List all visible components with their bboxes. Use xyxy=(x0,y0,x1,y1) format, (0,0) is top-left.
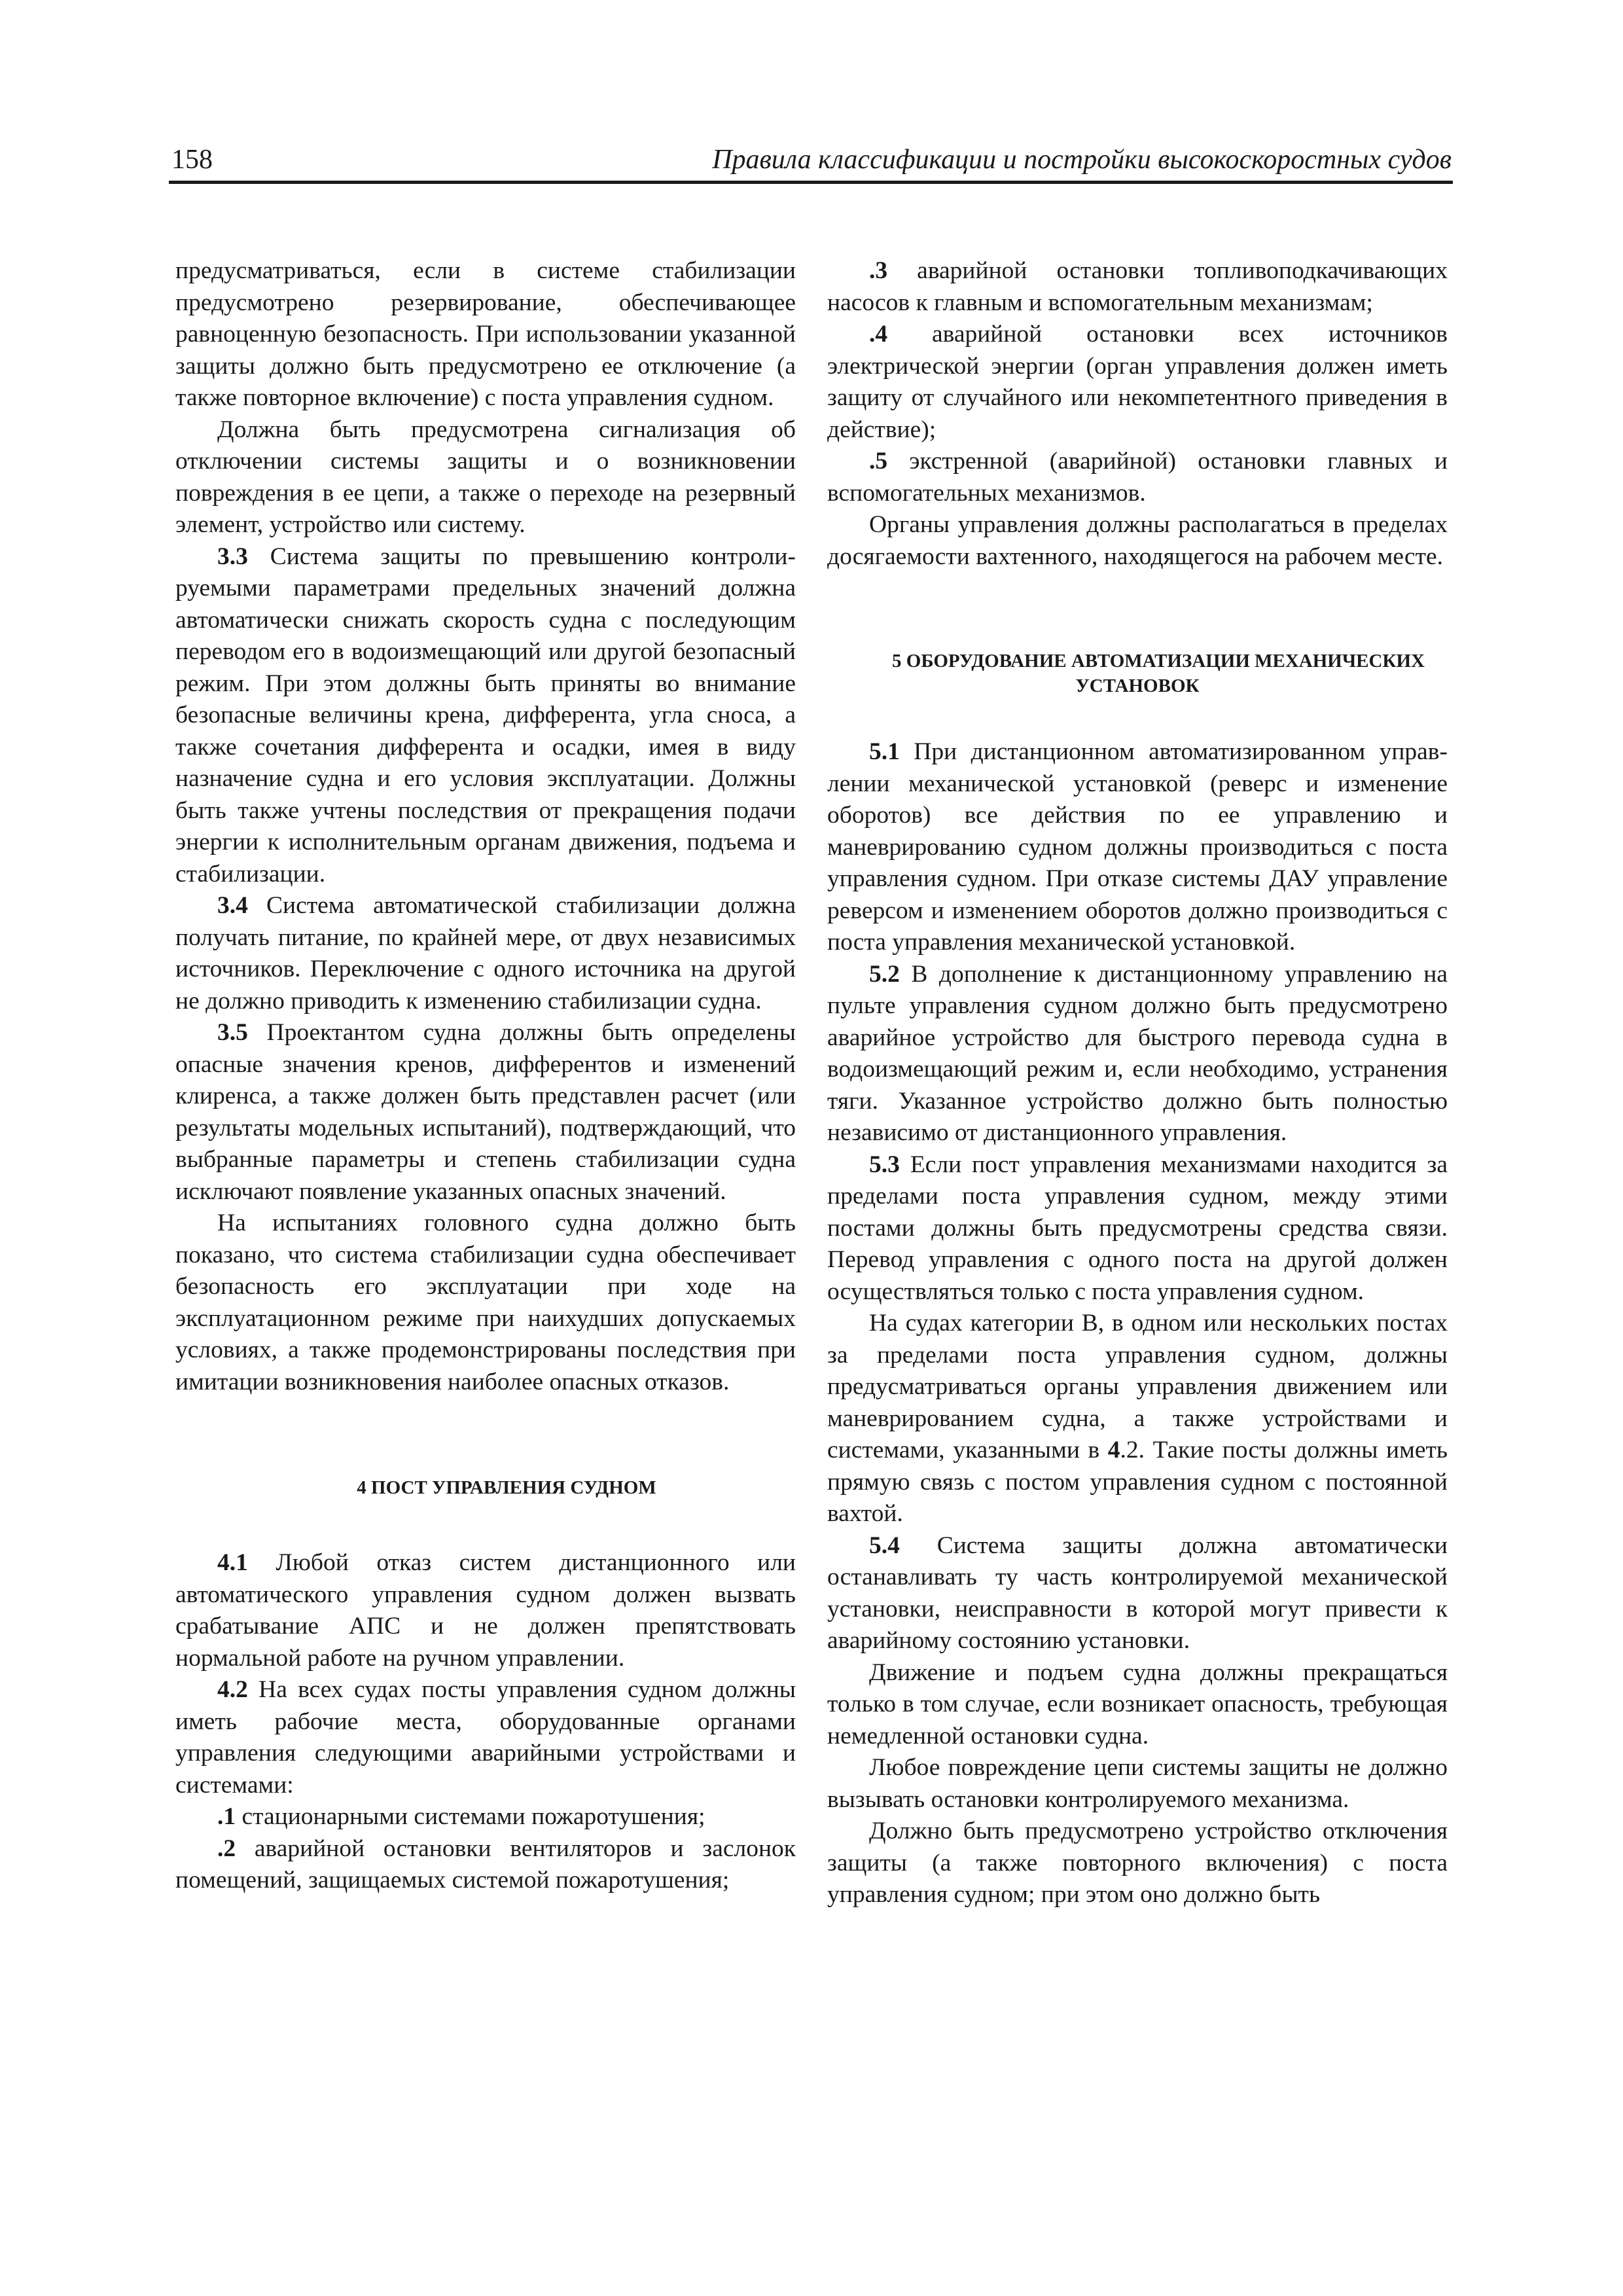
clause-text: Система автоматической стабилизации должна получать питание, по крайней мере, от двух независимых источников. Переключение с одного источника на другой не должно приводить к изменению стабилизации судна. xyxy=(175,892,796,1014)
paragraph-5-3 xyxy=(827,1149,1448,1308)
clause-text: Проектантом судна должны быть определены опасные значения кренов, дифферентов и изменений клиренса, а также должен быть представлен расчет (или результаты модельных испытаний), подтверждающий, что выбранные параметры и степень стабилизации судна исключают появление указанных опасных значений. xyxy=(175,1019,796,1205)
paragraph: Движение и подъем судна должны прекращаться только в том случае, если возникает опасность, требующая немедленной остановки судна. xyxy=(827,1659,1448,1749)
spacer xyxy=(175,1500,796,1547)
list-item-4 xyxy=(827,319,1448,446)
clause-number: 4.1 xyxy=(217,1549,248,1576)
item-number: .1 xyxy=(217,1803,236,1830)
paragraph-5-4 xyxy=(827,1530,1448,1657)
item-number: .5 xyxy=(869,448,888,475)
item-number: .4 xyxy=(869,321,888,348)
spacer xyxy=(827,573,1448,649)
clause-number: 3.4 xyxy=(217,892,248,919)
list-item-3 xyxy=(827,255,1448,319)
text-run: На судах категории В, в одном или нескольких постах за пределами поста управления судном, должны предусматриваться органы управления движением или маневрированием судна, а также устройствами и системами, указанными в xyxy=(827,1310,1448,1463)
paragraph: предусматриваться, если в системе стабилизации предусмотрено резервирование, обеспечивающее равноценную безопасность. При использовании указанной защиты должно быть предусмотрено ее отключение (а также повторное включение) с поста управления судном. xyxy=(175,257,796,411)
paragraph-3-4 xyxy=(175,890,796,1017)
clause-number: 5.3 xyxy=(869,1151,900,1178)
section-5-heading xyxy=(827,649,1448,698)
clause-text: Любой отказ систем дистанционного или автоматического управления судном должен вызвать срабатывание АПС и не должен препятствовать нормальной работе на ручном управлении. xyxy=(175,1549,796,1672)
list-item-2 xyxy=(175,1833,796,1897)
clause-number: 3.5 xyxy=(217,1019,248,1046)
paragraph-3-3 xyxy=(175,541,796,891)
paragraph: Органы управления должны располагаться в пределах досягаемости вахтенного, находящегося на рабочем месте. xyxy=(827,511,1448,570)
item-text: аварийной остановки вентиляторов и заслонок помещений, защищаемых системой пожаротушения; xyxy=(175,1835,796,1893)
paragraph-4-2 xyxy=(175,1674,796,1801)
clause-number: 4.2 xyxy=(217,1676,248,1703)
cross-reference: 4 xyxy=(1107,1437,1120,1463)
paragraph-5-1 xyxy=(827,736,1448,959)
list-item-5 xyxy=(827,446,1448,509)
item-text: аварийной остановки топливоподкачивающих насосов к главным и вспомогательным механизмам; xyxy=(827,257,1448,316)
clause-number: 5.1 xyxy=(869,738,900,765)
paragraph-3-5 xyxy=(175,1017,796,1208)
clause-number: 3.3 xyxy=(217,543,248,570)
paragraph-4-1 xyxy=(175,1547,796,1674)
paragraph: На испытаниях головного судна должно быть показано, что система стабилизации судна обеспечивает безопасность его эксплуатации при ходе на эксплуатационном режиме при наихудших допускаемых условиях, а также продемонстрированы последствия при имитации возникновения наиболее опасных отказов. xyxy=(175,1210,796,1395)
page-header xyxy=(169,143,1453,184)
section-4-heading: 4 ПОСТ УПРАВЛЕНИЯ СУДНОМ xyxy=(357,1477,656,1498)
item-text: аварийной остановки всех источников электрической энергии (орган управления должен иметь защиту от случайного или некомпетентного приведения в действие); xyxy=(827,321,1448,443)
section-5-heading-line1: 5 ОБОРУДОВАНИЕ АВТОМАТИЗАЦИИ МЕХАНИЧЕСКИХ xyxy=(892,651,1425,672)
item-number: .3 xyxy=(869,257,888,284)
left-column xyxy=(175,255,796,1897)
clause-text: В дополнение к дистанционному управлению на пульте управления судном должно быть предусмотрено аварийное устройство для быстрого перевода судна в водоизмещающий режим и, если необходимо, устранения тяги. Указанное устройство должно быть полностью независимо от дистанционного управления. xyxy=(827,960,1448,1146)
right-column xyxy=(827,255,1448,1911)
item-text: экстренной (аварийной) остановки главных и вспомогательных механизмов. xyxy=(827,448,1448,507)
clause-number: 5.2 xyxy=(869,960,900,988)
clause-text: Система защиты должна автоматически останавливать ту часть контролируемой механической установки, неисправности в которой могут привести к аварийному состоянию установки. xyxy=(827,1532,1448,1654)
spacer xyxy=(827,698,1448,736)
item-number: .2 xyxy=(217,1835,236,1862)
paragraph: Должна быть предусмотрена сигнализация об отключении системы защиты и о возникновении повреждения в ее цепи, а также о переходе на резервный элемент, устройство или систему. xyxy=(175,416,796,538)
clause-text: Если пост управления механизмами находится за пределами поста управления судном, между этими постами должны быть предусмотрены средства связи. Перевод управления с одного поста на другой должен осуществляться только с поста управления судном. xyxy=(827,1151,1448,1305)
running-title: Правила классификации и постройки высокоскоростных судов xyxy=(712,145,1452,175)
spacer xyxy=(175,1398,796,1475)
clause-text: Система защиты по превышению контролируемыми параметрами предельных значений должна автоматически снижать скорость судна с последующим переводом его в водоизмещающий или другой безопасный режим. При этом должны быть приняты во внимание безопасные величины крена, дифферента, угла сноса, а также сочетания дифферента и осадки, имея в виду назначение судна и его условия эксплуатации. Должны быть также учтены последствия от прекращения подачи энергии к исполнительным органам движения, подъема и стабилизации. xyxy=(175,543,796,888)
text-run: .2. Такие посты должны иметь прямую связь с постом управления судном с постоянной вахтой. xyxy=(827,1437,1448,1527)
clause-text: При дистанционном автоматизированном управ-лении механической установкой (реверс и изменение оборотов) все действия по ее управлению и маневрированию судном должны производиться с поста управления судном. При отказе системы ДАУ управление реверсом и изменением оборотов должно производиться с поста управления механической установкой. xyxy=(827,738,1448,956)
paragraph: Любое повреждение цепи системы защиты не должно вызывать остановки контролируемого механизма. xyxy=(827,1754,1448,1813)
section-5-heading-line2: УСТАНОВОК xyxy=(1075,675,1200,696)
clause-text: На всех судах посты управления судном должны иметь рабочие места, оборудованные органами управления следующими аварийными устройствами и системами: xyxy=(175,1676,796,1799)
list-item-1 xyxy=(175,1801,796,1833)
page-number: 158 xyxy=(171,145,213,175)
clause-number: 5.4 xyxy=(869,1532,900,1559)
paragraph xyxy=(827,1308,1448,1530)
item-text: стационарными системами пожаротушения; xyxy=(236,1803,705,1830)
paragraph: Должно быть предусмотрено устройство отключения защиты (а также повторного включения) с поста управления судном; при этом оно должно быть xyxy=(827,1818,1448,1908)
paragraph-5-2 xyxy=(827,959,1448,1149)
